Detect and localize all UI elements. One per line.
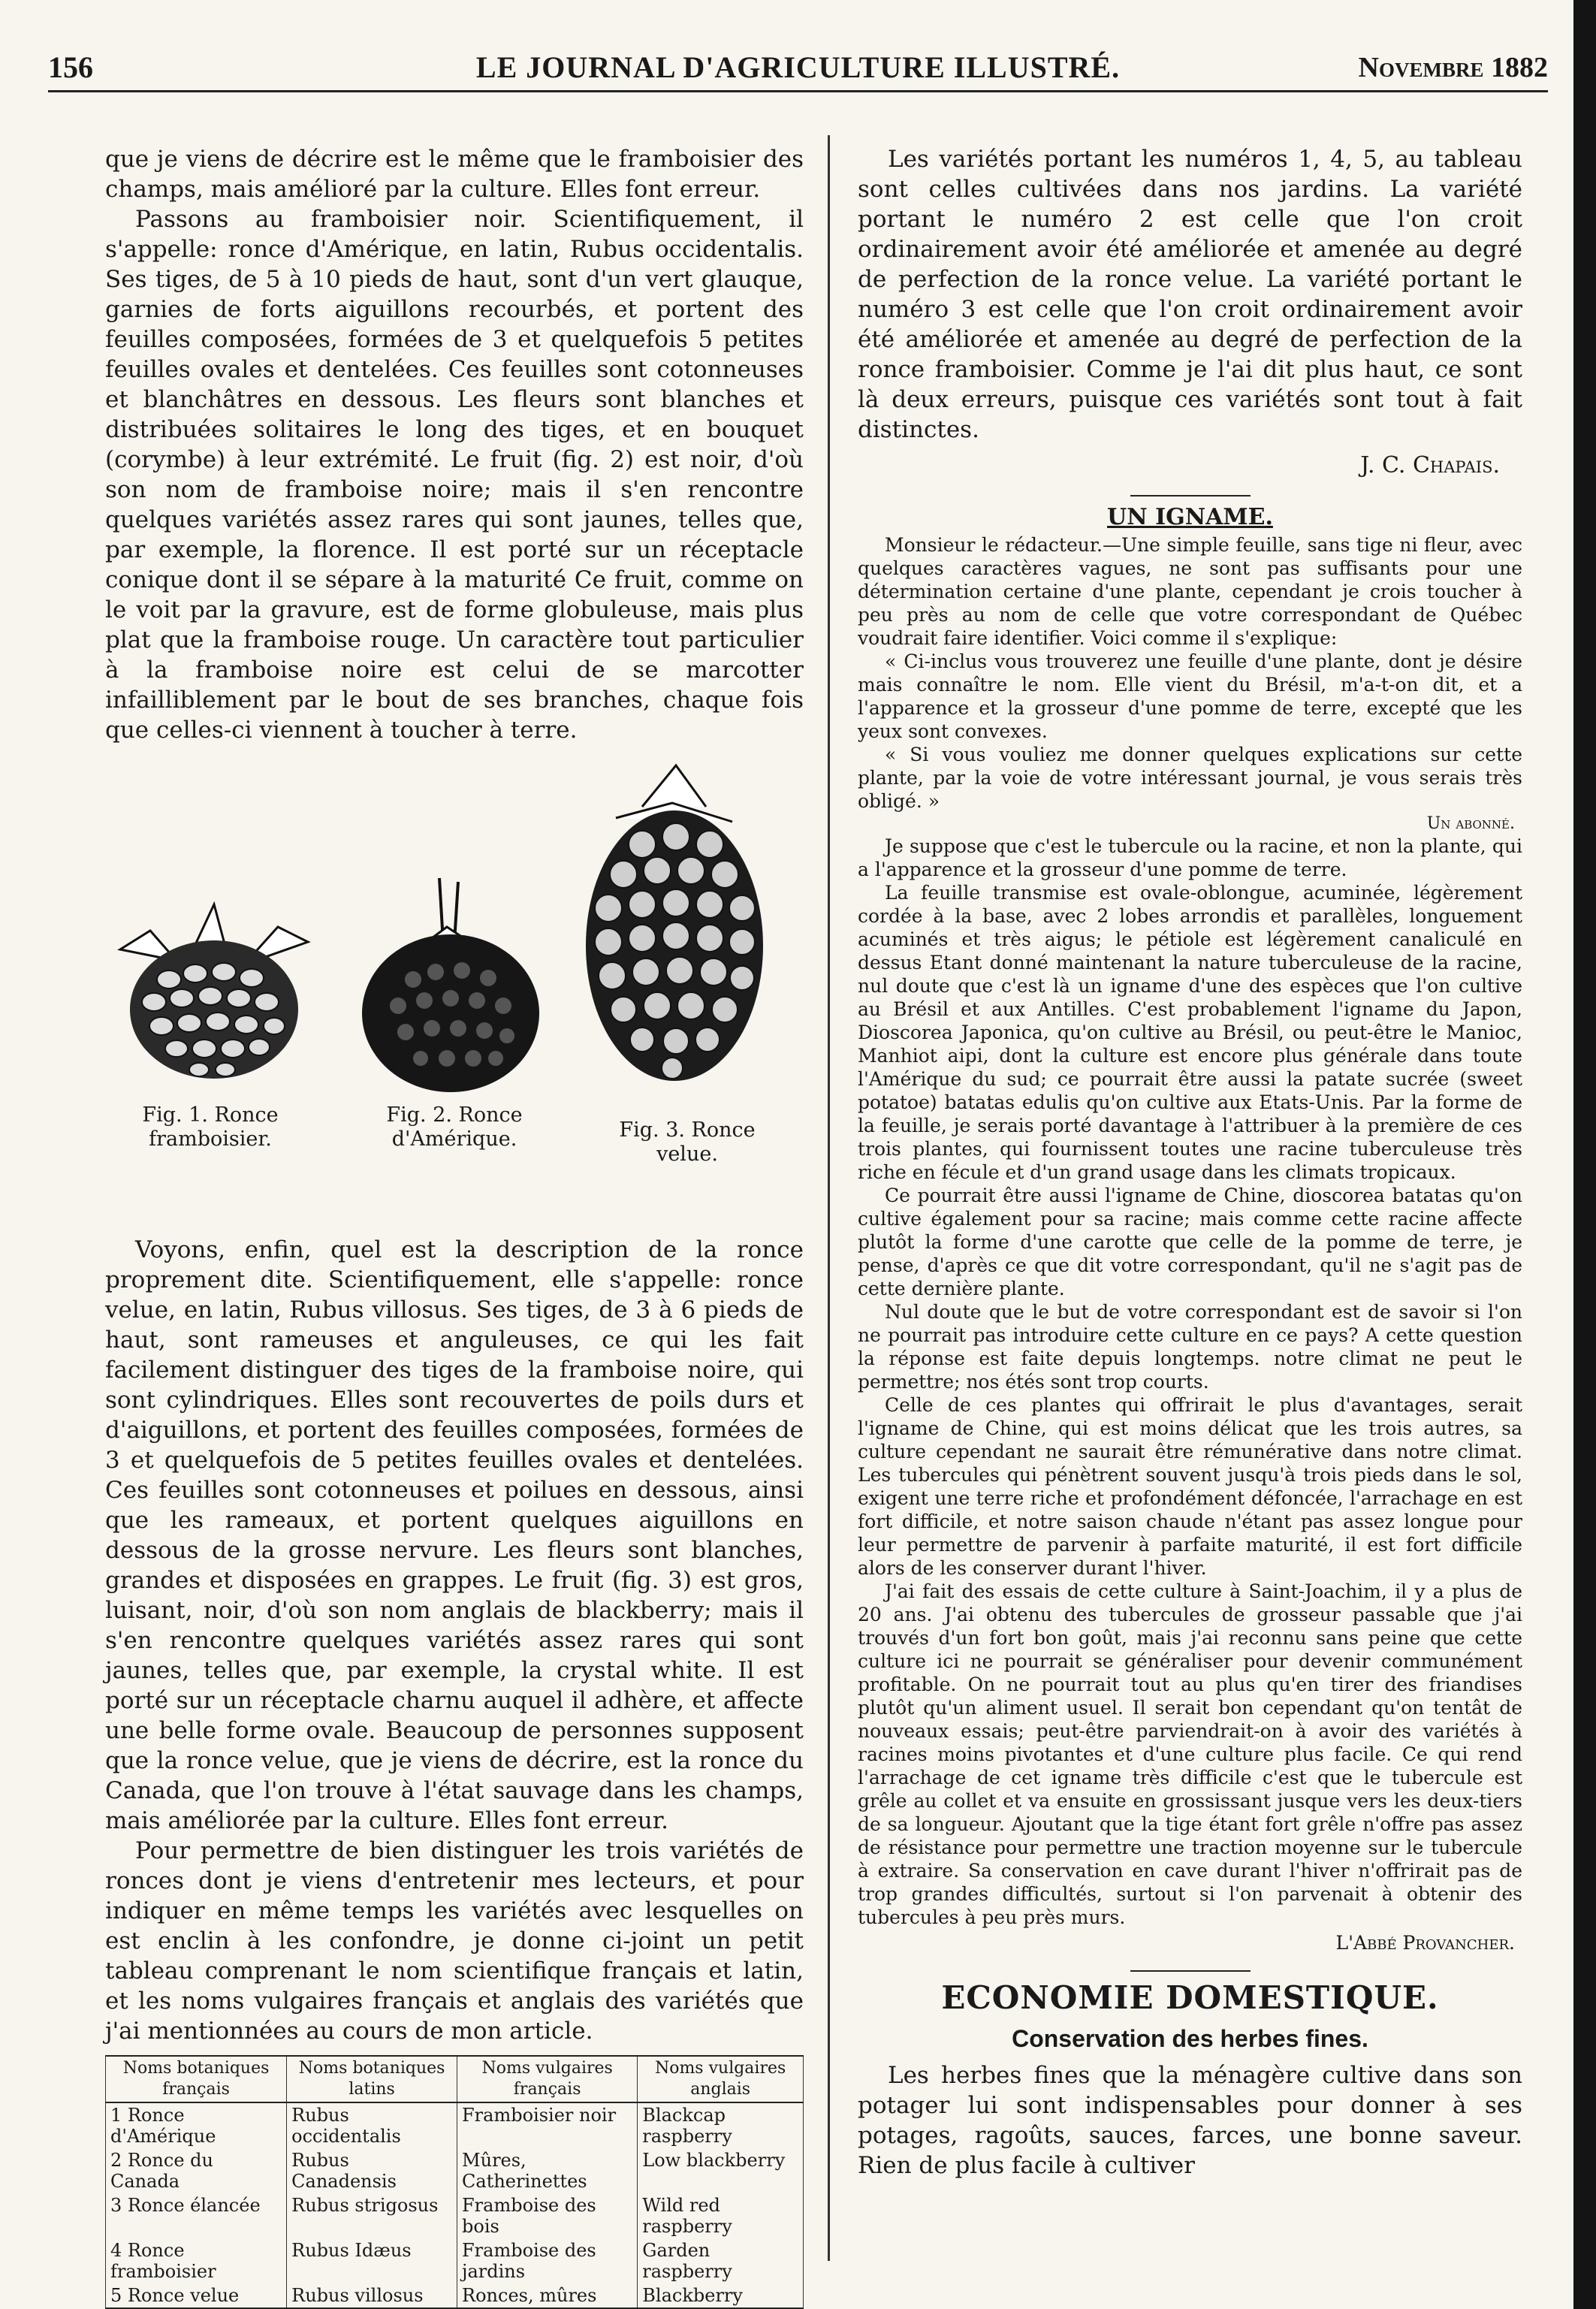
reader-quote-1: « Ci-inclus vous trouverez une feuille d'une plante, dont je désire mais connaître le nom. Elle vient du Brésil, m'a-t-on dit, et a l'apparence et la grosseur d'une pomme de terre, excepté que les yeux sont convexes. bbox=[858, 650, 1522, 742]
table-header-cell: Noms botaniques latins bbox=[287, 2056, 457, 2102]
scan-edge-shadow bbox=[1573, 0, 1596, 2309]
economie-heading: ECONOMIE DOMESTIQUE. bbox=[941, 1979, 1439, 2016]
signature-chapais: J. C. Chapais. bbox=[1360, 452, 1500, 478]
section-rule bbox=[1130, 1970, 1251, 1972]
fig1-caption: Fig. 1. Ronce framboisier. bbox=[142, 1103, 279, 1151]
table-cell: Rubus occidentalis bbox=[287, 2102, 457, 2148]
table-row bbox=[106, 2102, 804, 2148]
table-cell: Rubus strigosus bbox=[287, 2193, 457, 2238]
table-cell: Framboise des jardins bbox=[457, 2238, 638, 2283]
left-paragraph-4: Pour permettre de bien distinguer les trois variétés de ronces dont je viens d'entretenir mes lecteurs, et pour indiquer en même temps les variétés avec lesquelles on est enclin à les confondre, je donne ci-joint un petit tableau comprenant le nom scientifique français et latin, et les noms vulgaires français et anglais des variétés que j'ai mentionnées au cours de mon article. bbox=[105, 1837, 804, 2045]
table-row bbox=[106, 2193, 804, 2238]
issue-month: Novembre 1882 bbox=[1358, 52, 1548, 83]
signature-abonne: Un abonné. bbox=[1426, 814, 1515, 833]
left-paragraph-2: Passons au framboisier noir. Scientifiquement, il s'appelle: ronce d'Amérique, en latin, Rubus occidentalis. Ses tiges, de 5 à 10 pieds de haut, sont d'un vert glauque, garnies de forts aiguillons recourbés, et portent des feuilles composées, formées de 3 et quelquefois 5 petites feuilles ovales et dentelées. Ces feuilles sont cotonneuses et blanchâtres en dessous. Les fleurs sont blanches et distribuées solitaires le long des tiges, et en bouquet (corymbe) à leur extrémité. Le fruit (fig. 2) est noir, d'où son nom de framboise noire; mais il s'en rencontre quelques variétés assez rares qui sont jaunes, telles que, par exemple, la florence. Il est porté sur un réceptacle conique dont il se sépare à la maturité Ce fruit, comme on le voit par la gravure, est de forme globuleuse, mais plus plat que la framboise rouge. Un caractère tout particulier à la framboise noire est celui de se marcotter infailliblement par le bout de ses branches, chaque fois que celles-ci viennent à toucher à terre. bbox=[105, 206, 804, 744]
section-rule bbox=[1130, 495, 1251, 497]
right-column bbox=[858, 144, 1522, 2181]
reply-paragraph-2: La feuille transmise est ovale-oblongue, acuminée, légèrement cordée à la base, avec 2 lobes arrondis et parallèles, longuement acuminés et très aigus; le pétiole est légèrement canaliculé en dessus Etant donné maintenant la nature tuberculeuse de la racine, nul doute que c'est là un igname d'une des espèces que l'on cultive au Brésil et aux Antilles. C'est probablement l'igname du Japon, Dioscorea Japonica, qu'on cultive au Brésil, ou peut-être le Manioc, Manhiot aipi, dont la culture est encore plus générale dans toute l'Amérique du sud; ce pourrait être aussi la patate sucrée (sweet potatoe) batatas edulis qu'on cultive aux Etats-Unis. Par la forme de la feuille, je serais porté davantage à l'attribuer à la première de ces trois plantes, qui fournissent toutes une racine tuberculeuse très riche en fécule et d'un grand usage dans les climats tropicaux. bbox=[858, 882, 1522, 1183]
fig3-blackberry-illustration bbox=[571, 762, 774, 1092]
fig3-caption: Fig. 3. Ronce velue. bbox=[619, 1118, 756, 1166]
right-paragraph-1: Les variétés portant les numéros 1, 4, 5, au tableau sont celles cultivées dans nos jardins. La variété portant le numéro 2 est celle que l'on croit ordinairement avoir été améliorée et amenée au degré de perfection de la ronce velue. La variété portant le numéro 3 est celle que l'on croit ordinairement avoir été améliorée et amenée au degré de perfection de la ronce framboisier. Comme je l'ai dit plus haut, ce sont là deux erreurs, puisque ces variétés sont tout à fait distinctes. bbox=[858, 146, 1522, 443]
table-row bbox=[106, 2238, 804, 2283]
conservation-subheading: Conservation des herbes fines. bbox=[1012, 2025, 1368, 2052]
reply-paragraph-1: Je suppose que c'est le tubercule ou la racine, et non la plante, qui a l'apparence et la grosseur d'une pomme de terre. bbox=[858, 835, 1522, 880]
reader-quote-2: « Si vous vouliez me donner quelques explications sur cette plante, par la voie de votre intéressant journal, je vous serais très obligé. » bbox=[858, 744, 1522, 812]
table-cell: Wild red raspberry bbox=[638, 2193, 804, 2238]
table-cell: Framboisier noir bbox=[457, 2102, 638, 2148]
table-cell: Rubus Canadensis bbox=[287, 2148, 457, 2193]
reply-paragraph-5: Celle de ces plantes qui offrirait le plus d'avantages, serait l'igname de Chine, qui est moins délicat que les trois autres, sa culture cependant ne saurait être rémunérative dans notre climat. Les tubercules qui pénètrent souvent jusqu'à trois pieds dans le sol, exigent une terre riche et profondément défoncée, l'arrachage en est fort difficile, et notre saison chaude n'étant pas assez longue pour leur permettre de parvenir à parfaite maturité, il est fort difficile alors de les conserver durant l'hiver. bbox=[858, 1394, 1522, 1579]
table-header-cell: Noms vulgaires français bbox=[457, 2056, 638, 2102]
table-cell: Rubus villosus bbox=[287, 2283, 457, 2308]
table-cell: 2 Ronce du Canada bbox=[106, 2148, 287, 2193]
fig2-black-raspberry-illustration bbox=[353, 874, 548, 1100]
table-cell: Low blackberry bbox=[638, 2148, 804, 2193]
table-header-cell: Noms vulgaires anglais bbox=[638, 2056, 804, 2102]
left-column bbox=[105, 144, 804, 2309]
left-paragraph-3: Voyons, enfin, quel est la description de la ronce proprement dite. Scientifiquement, elle s'appelle: ronce velue, en latin, Rubus villosus. Ses tiges, de 3 à 6 pieds de haut, sont rameuses et anguleuses, ce qui les fait facilement distinguer des tiges de la framboise noire, qui sont cylindriques. Elles sont recouvertes de poils durs et d'aiguillons, et portent des feuilles composées, formées de 3 et quelquefois de 5 petites feuilles ovales et dentelées. Ces feuilles sont cotonneuses et poilues en dessous, ainsi que les rameaux, et portent quelques aiguillons en dessous de la grosse nervure. Les fleurs sont blanches, grandes et disposées en grappes. Le fruit (fig. 3) est gros, luisant, noir, d'où son nom anglais de blackberry; mais il s'en rencontre quelques variétés assez rares qui sont jaunes, telles que, par exemple, la crystal white. Il est porté sur un réceptacle charnu auquel il adhère, et affecte une belle forme ovale. Beaucoup de personnes supposent que la ronce velue, que je viens de décrire, est la ronce du Canada, que l'on trouve à l'état sauvage dans les champs, mais améliorée par la culture. Elles font erreur. bbox=[105, 1236, 804, 1834]
left-paragraph-1: que je viens de décrire est le même que le framboisier des champs, mais amélioré par la culture. Elles font erreur. bbox=[105, 146, 804, 203]
journal-title: LE JOURNAL D'AGRICULTURE ILLUSTRÉ. bbox=[475, 50, 1121, 84]
column-divider bbox=[828, 135, 830, 2261]
reply-paragraph-3: Ce pourrait être aussi l'igname de Chine, dioscorea batatas qu'on cultive également pour sa racine; mais comme cette racine affecte plutôt la forme d'une carotte que celle de la pomme de terre, je pense, d'après ce que dit votre correspondant, qu'il ne s'agit pas de cette dernière plante. bbox=[858, 1185, 1522, 1299]
reply-paragraph-4: Nul doute que le but de votre correspondant est de savoir si l'on ne pourrait pas introduire cette culture en ce pays? A cette question la réponse est faite depuis longtemps. notre climat ne peut le permettre; nos étés sont trop courts. bbox=[858, 1301, 1522, 1393]
table-header-row bbox=[106, 2056, 804, 2102]
table-cell: 5 Ronce velue bbox=[106, 2283, 287, 2308]
table-cell: 4 Ronce framboisier bbox=[106, 2238, 287, 2283]
table-cell: Blackcap raspberry bbox=[638, 2102, 804, 2148]
table-cell: Mûres, Catherinettes bbox=[457, 2148, 638, 2193]
table-cell: Rubus Idæus bbox=[287, 2238, 457, 2283]
varieties-table bbox=[105, 2055, 804, 2309]
igname-heading: UN IGNAME. bbox=[1107, 504, 1273, 530]
table-cell: Ronces, mûres bbox=[457, 2283, 638, 2308]
table-cell: Framboise des bois bbox=[457, 2193, 638, 2238]
figures-block bbox=[105, 762, 804, 1227]
fig2-caption: Fig. 2. Ronce d'Amérique. bbox=[386, 1103, 523, 1151]
page-number: 156 bbox=[48, 50, 93, 84]
signature-provancher: L'Abbé Provancher. bbox=[1335, 1932, 1515, 1954]
table-cell: 1 Ronce d'Amérique bbox=[106, 2102, 287, 2148]
table-header-cell: Noms botaniques français bbox=[106, 2056, 287, 2102]
letter-intro: Monsieur le rédacteur.—Une simple feuille, sans tige ni fleur, avec quelques caractères vagues, ne sont pas suffisants pour une détermination certaine d'une plante, cependant je crois toucher à peu près au nom de celle que votre correspondant de Québec voudrait faire identifier. Voici comme il s'explique: bbox=[858, 534, 1522, 649]
reply-paragraph-6: J'ai fait des essais de cette culture à Saint-Joachim, il y a plus de 20 ans. J'ai obtenu des tubercules de grosseur passable que j'ai trouvés d'un fort bon goût, mais j'ai reconnu sans peine que cette culture ici ne pourrait se généraliser pour devenir communément profitable. On ne pourrait tout au plus qu'en tirer des friandises plutôt qu'un aliment usuel. Il serait bon cependant qu'on tentât de nouveaux essais; peut-être parviendrait-on à avoir des variétés à racines moins pivotantes et d'une culture plus facile. Ce qui rend l'arrachage de cet igname très difficile c'est que le tubercule est grêle au collet et va ensuite en grossissant jusque vers les deux-tiers de sa longueur. Ajoutant que la tige étant fort grêle n'offre pas assez de résistance pour permettre une traction moyenne sur le tubercule à extraire. Sa conservation en cave durant l'hiver n'offrirait pas de trop grandes difficultés, surtout si l'on parvenait à obtenir des tubercules à peu près murs. bbox=[858, 1580, 1522, 1928]
page-header bbox=[48, 45, 1548, 92]
table-row bbox=[106, 2283, 804, 2308]
conservation-paragraph: Les herbes fines que la ménagère cultive dans son potager lui sont indispensables pour donner à ses potages, ragoûts, sauces, farces, une bonne saveur. Rien de plus facile à cultiver bbox=[858, 2062, 1522, 2179]
table-cell: Blackberry bbox=[638, 2283, 804, 2308]
table-cell: Garden raspberry bbox=[638, 2238, 804, 2283]
table-cell: 3 Ronce élancée bbox=[106, 2193, 287, 2238]
table-row bbox=[106, 2148, 804, 2193]
fig1-raspberry-illustration bbox=[105, 889, 323, 1092]
